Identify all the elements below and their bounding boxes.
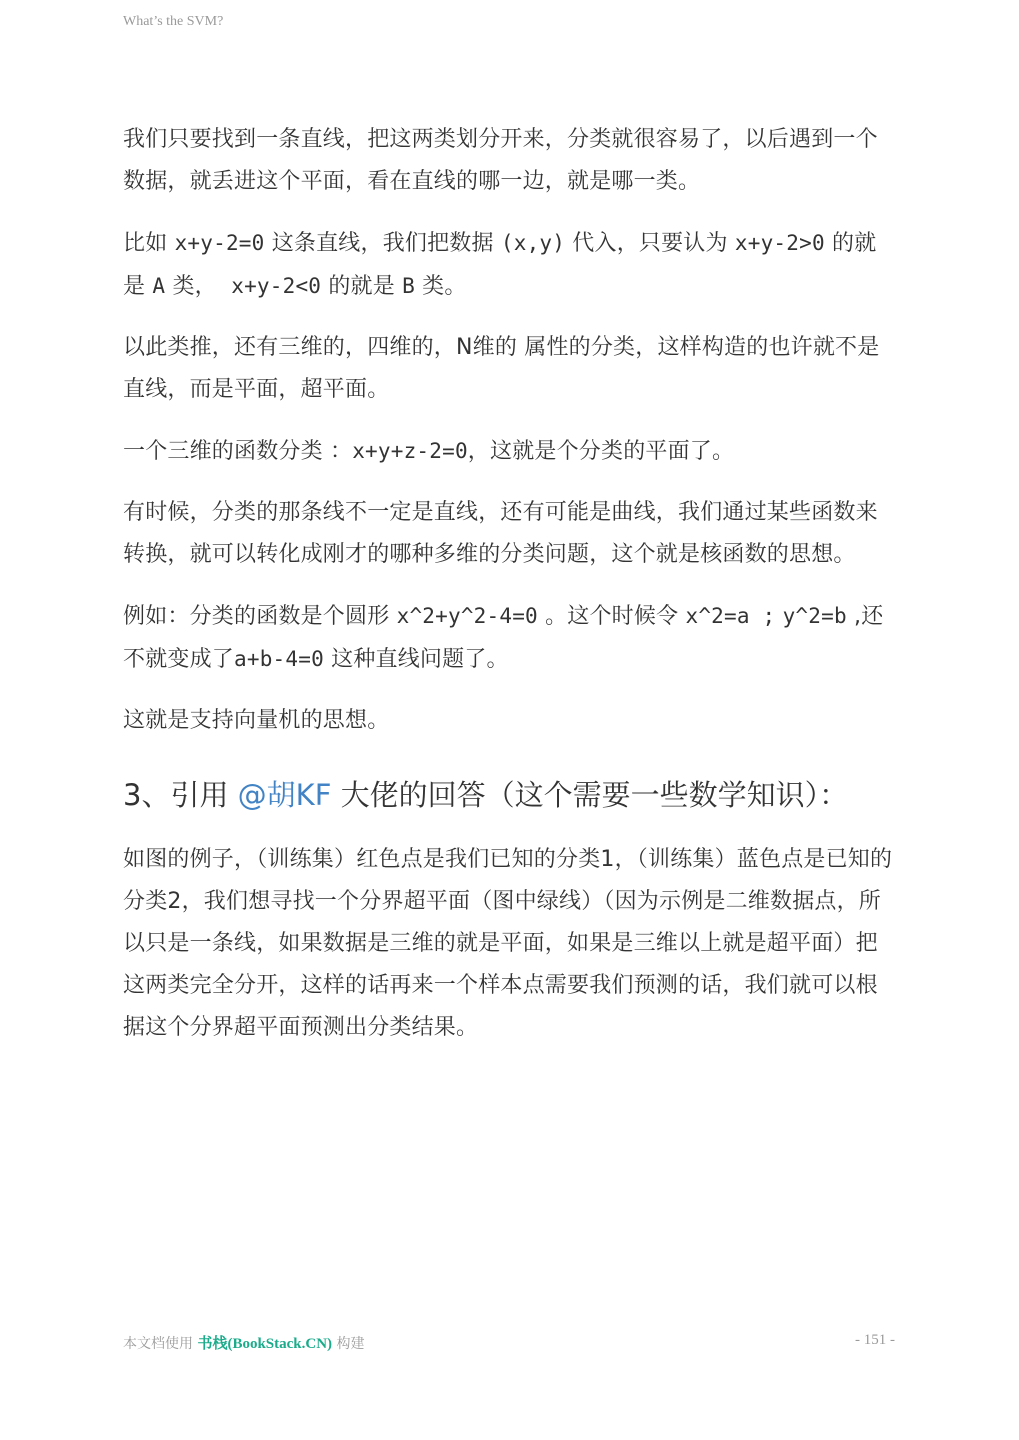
text: 类，: [165, 274, 232, 299]
paragraph-7: 这就是支持向量机的思想。: [123, 708, 390, 733]
paragraph-3: 以此类推，还有三维的，四维的，N维的 属性的分类，这样构造的也许就不是直线，而是平面，超平面。: [123, 335, 880, 402]
inline-code: x+y+z-2=0: [352, 439, 468, 463]
paragraph-5: 有时候，分类的那条线不一定是直线，还有可能是曲线，我们通过某些函数来转换，就可以转化成刚才的哪种多维的分类问题，这个就是核函数的思想。: [123, 500, 878, 567]
page-content: [123, 119, 893, 1068]
text: ,还不就变成了: [123, 604, 884, 672]
text: 的就是: [321, 274, 403, 299]
running-header: What’s the SVM?: [123, 14, 224, 29]
inline-code: B: [402, 274, 415, 298]
text: 一个三维的函数分类 ：: [123, 439, 353, 464]
text: 类。: [414, 274, 467, 299]
text: 例如：分类的函数是个圆形: [123, 604, 397, 629]
paragraph-4: [123, 430, 893, 473]
author-link[interactable]: @胡KF: [237, 778, 332, 812]
bookstack-link[interactable]: 书栈(BookStack.CN): [197, 1336, 333, 1352]
text: ，这就是个分类的平面了。: [467, 439, 735, 464]
text: 的就是: [123, 231, 877, 299]
footer-credit: [123, 1332, 365, 1353]
heading-suffix: 大佬的回答（这个需要一些数学知识）：: [331, 778, 849, 812]
inline-code: (x,y): [500, 231, 566, 255]
footer-prefix: 本文档使用: [123, 1336, 198, 1352]
inline-code: x+y-2=0: [174, 231, 265, 255]
inline-code: x+y-2<0: [231, 274, 322, 298]
footer-suffix: 构建: [332, 1336, 365, 1352]
section-heading: [123, 772, 893, 818]
text: 这种直线问题了。: [323, 647, 509, 672]
paragraph-6: [123, 595, 893, 681]
inline-code: x+y-2>0: [734, 231, 825, 255]
inline-code: y^2=b: [782, 604, 847, 628]
text: [775, 604, 782, 629]
text: 代入，只要认为: [565, 231, 735, 256]
paragraph-1: 我们只要找到一条直线，把这两类划分开来，分类就很容易了，以后遇到一个数据，就丢进这个平面，看在直线的哪一边，就是哪一类。: [123, 127, 878, 194]
heading-prefix: 3、引用: [123, 778, 238, 812]
page-number: - 151 -: [855, 1332, 895, 1348]
paragraph-2: [123, 222, 893, 308]
text: 。这个时候令: [537, 604, 686, 629]
text: 这条直线，我们把数据: [264, 231, 501, 256]
text: 比如: [123, 231, 175, 256]
inline-code: a+b-4=0: [234, 647, 324, 671]
inline-code: A: [152, 274, 166, 298]
inline-code: x^2=a ;: [685, 604, 776, 628]
paragraph-8: 如图的例子，（训练集）红色点是我们已知的分类1，（训练集）蓝色点是已知的分类2，我们想寻找一个分界超平面（图中绿线）（因为示例是二维数据点，所以只是一条线，如果数据是三维的就是平面，如果是三维以上就是超平面）把这两类完全分开，这样的话再来一个样本点需要我们预测的话，我们就可以根据这个分界超平面预测出分类结果。: [123, 847, 893, 1040]
inline-code: x^2+y^2-4=0: [396, 604, 538, 628]
